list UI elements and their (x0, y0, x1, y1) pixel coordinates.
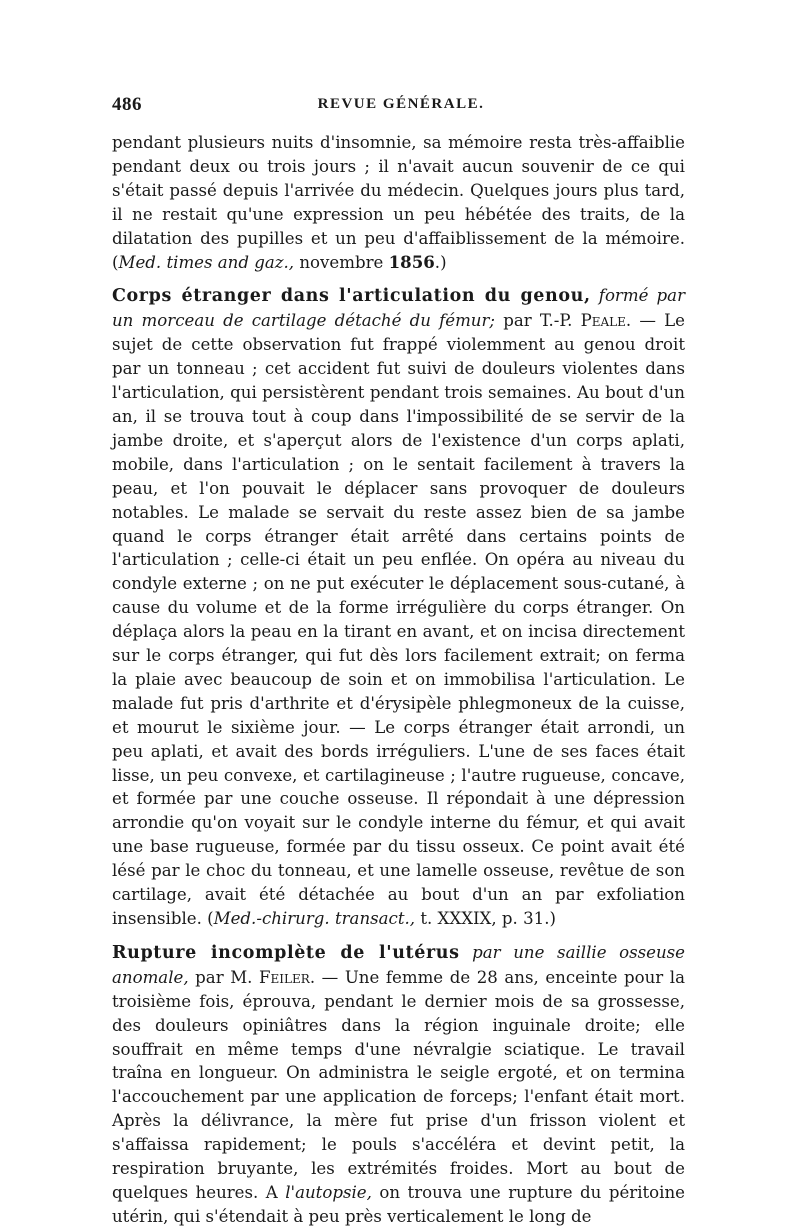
citation-ref: t. XXXIX, p. 31.) (420, 909, 556, 928)
running-head: REVUE GÉNÉRALE. (317, 96, 485, 112)
article-corps-etranger: Corps étranger dans l'articulation du genou, formé par un morceau de cartilage détaché du fémur; par T.-P. Peale. — Le sujet de cette observation fut frappé violemment au genou droit par un tonneau ; cet accident fut suivi de douleurs violentes dans l'articulation, qui persistèrent pendant trois semaines. Au bout d'un an, il se trouva tout à coup dans l'impossibilité de se servir de la jambe droite, et s'aperçut alors de l'existence d'un corps aplati, mobile, dans l'articulation ; on le sentait facilement à travers la peau, et l'on pouvait le déplacer sans provoquer de douleurs notables. Le malade se servait du reste assez bien de sa jambe quand le corps étranger était arrêté dans certains points de l'articulation ; celle-ci était un peu enflée. On opéra au niveau du condyle externe ; on ne put exécuter le déplacement sous-cutané, à cause du volume et de la forme irrégulière du corps étranger. On déplaça alors la peau en la tirant en avant, et on incisa directement sur le corps étranger, qui fut dès lors facilement extrait; on ferma la plaie avec beaucoup de soin et on immobilisa l'articulation. Le malade fut pris d'arthrite et d'érysipèle phlegmoneux de la cuisse, et mourut le sixième jour. — Le corps étranger était arrondi, un peu aplati, et avait des bords irréguliers. L'une de ses faces était lisse, un peu convexe, et cartilagineuse ; l'autre rugueuse, concave, et formée par une couche osseuse. Il répondait à une dépression arrondie qu'on voyait sur le condyle interne du fémur, et qui avait une base rugueuse, formée par du tissu osseux. Ce point avait été lésé par le choc du tonneau, et une lamelle osseuse, revêtue de son cartilage, avait été détachée au bout d'un an par exfoliation insensible. (Med.-chirurg. transact., t. XXXIX, p. 31.) (112, 286, 685, 928)
year: 1856 (388, 251, 435, 272)
author-name: Feiler (259, 967, 310, 987)
paragraph-continuation: pendant plusieurs nuits d'insomnie, sa mémoire resta très-affaiblie pendant deux ou trois jours ; il n'avait aucun souvenir de ce qui s'était passé depuis l'arrivée du médecin. Quelques jours plus tard, il ne restait qu'une expression un peu hébétée des traits, de la dilatation des pupilles et un peu d'affaiblissement de la mémoire. (Med. times and gaz., novembre 1856.) (112, 133, 685, 272)
page-number: 486 (112, 94, 142, 115)
citation: Med.-chirurg. transact., (213, 909, 416, 928)
article-subtitle: formé par un morceau de cartilage détaché du fémur; (112, 286, 685, 331)
autopsie-term: l'autopsie, (285, 1182, 372, 1202)
article-body: — Le sujet de cette observation fut frappé violemment au genou droit par un tonneau ; cet accident fut suivi de douleurs violentes dans l'articulation, qui persistèrent pendant trois semaines. Au bout d'un an, il se trouva tout à coup dans l'impossibilité de se servir de la jambe droite, et s'aperçut alors de l'existence d'un corps aplati, mobile, dans l'articulation ; on le sentait facilement à travers la peau, et l'on pouvait le déplacer sans provoquer de douleurs notables. Le malade se servait du reste assez bien de sa jambe quand le corps étranger était arrêté dans certains points de l'articulation ; celle-ci était un peu enflée. On opéra au niveau du condyle externe ; on ne put exécuter le déplacement sous-cutané, à cause du volume et de la forme irrégulière du corps étranger. On déplaça alors la peau en la tirant en avant, et on incisa directement sur le corps étranger, qui fut dès lors facilement extrait; on ferma la plaie avec beaucoup de soin et on immobilisa l'articulation. Le malade fut pris d'arthrite et d'érysipèle phlegmoneux de la cuisse, et mourut le sixième jour. — Le corps étranger était arrondi, un peu aplati, et avait des bords irréguliers. L'une de ses faces était lisse, un peu convexe, et cartilagineuse ; l'autre rugueuse, concave, et formée par une couche osseuse. Il répondait à une dépression arrondie qu'on voyait sur le condyle interne du fémur, et qui avait une base rugueuse, formée par du tissu osseux. Ce point avait été lésé par le choc du tonneau, et une lamelle osseuse, revêtue de son cartilage, avait été détachée au bout d'un an par exfoliation insensible. ( (112, 311, 685, 928)
citation: Med. times and gaz., (118, 252, 295, 272)
article-rupture-uterus: Rupture incomplète de l'utérus par une saillie osseuse anomale, par M. Feiler. — Une femme de 28 ans, enceinte pour la troisième fois, éprouva, pendant le dernier mois de sa grossesse, des douleurs opiniâtres dans la région inguinale droite; elle souffrait en même temps d'une névralgie sciatique. Le travail traîna en longueur. On administra le seigle ergoté, et on termina l'accouchement par une application de forceps; l'enfant était mort. Après la délivrance, la mère fut prise d'un frisson violent et s'affaissa rapidement; le pouls s'accéléra et devint petit, la respiration bruyante, les extrémités froides. Mort au bout de quelques heures. A l'autopsie, on trouva une rupture du péritoine utérin, qui s'étendait à peu près verticalement le long de (112, 942, 685, 1226)
article-title: Corps étranger dans l'articulation du genou, (112, 286, 591, 307)
article-title: Rupture incomplète de l'utérus (112, 942, 460, 963)
article-body: — Une femme de 28 ans, enceinte pour la troisième fois, éprouva, pendant le dernier mois de sa grossesse, des douleurs opiniâtres dans la région inguinale droite; elle souffrait en même temps d'une névralgie sciatique. Le travail traîna en longueur. On administra le seigle ergoté, et on termina l'accouchement par une application de forceps; l'enfant était mort. Après la délivrance, la mère fut prise d'un frisson violent et s'affaissa rapidement; le pouls s'accéléra et devint petit, la respiration bruyante, les extrémités froides. Mort au bout de quelques heures. A (112, 967, 685, 1202)
page-header (112, 90, 690, 120)
page-body (112, 131, 685, 1229)
article-subtitle: par une saillie osseuse anomale, (112, 942, 685, 987)
author-name: Peale (580, 311, 626, 331)
